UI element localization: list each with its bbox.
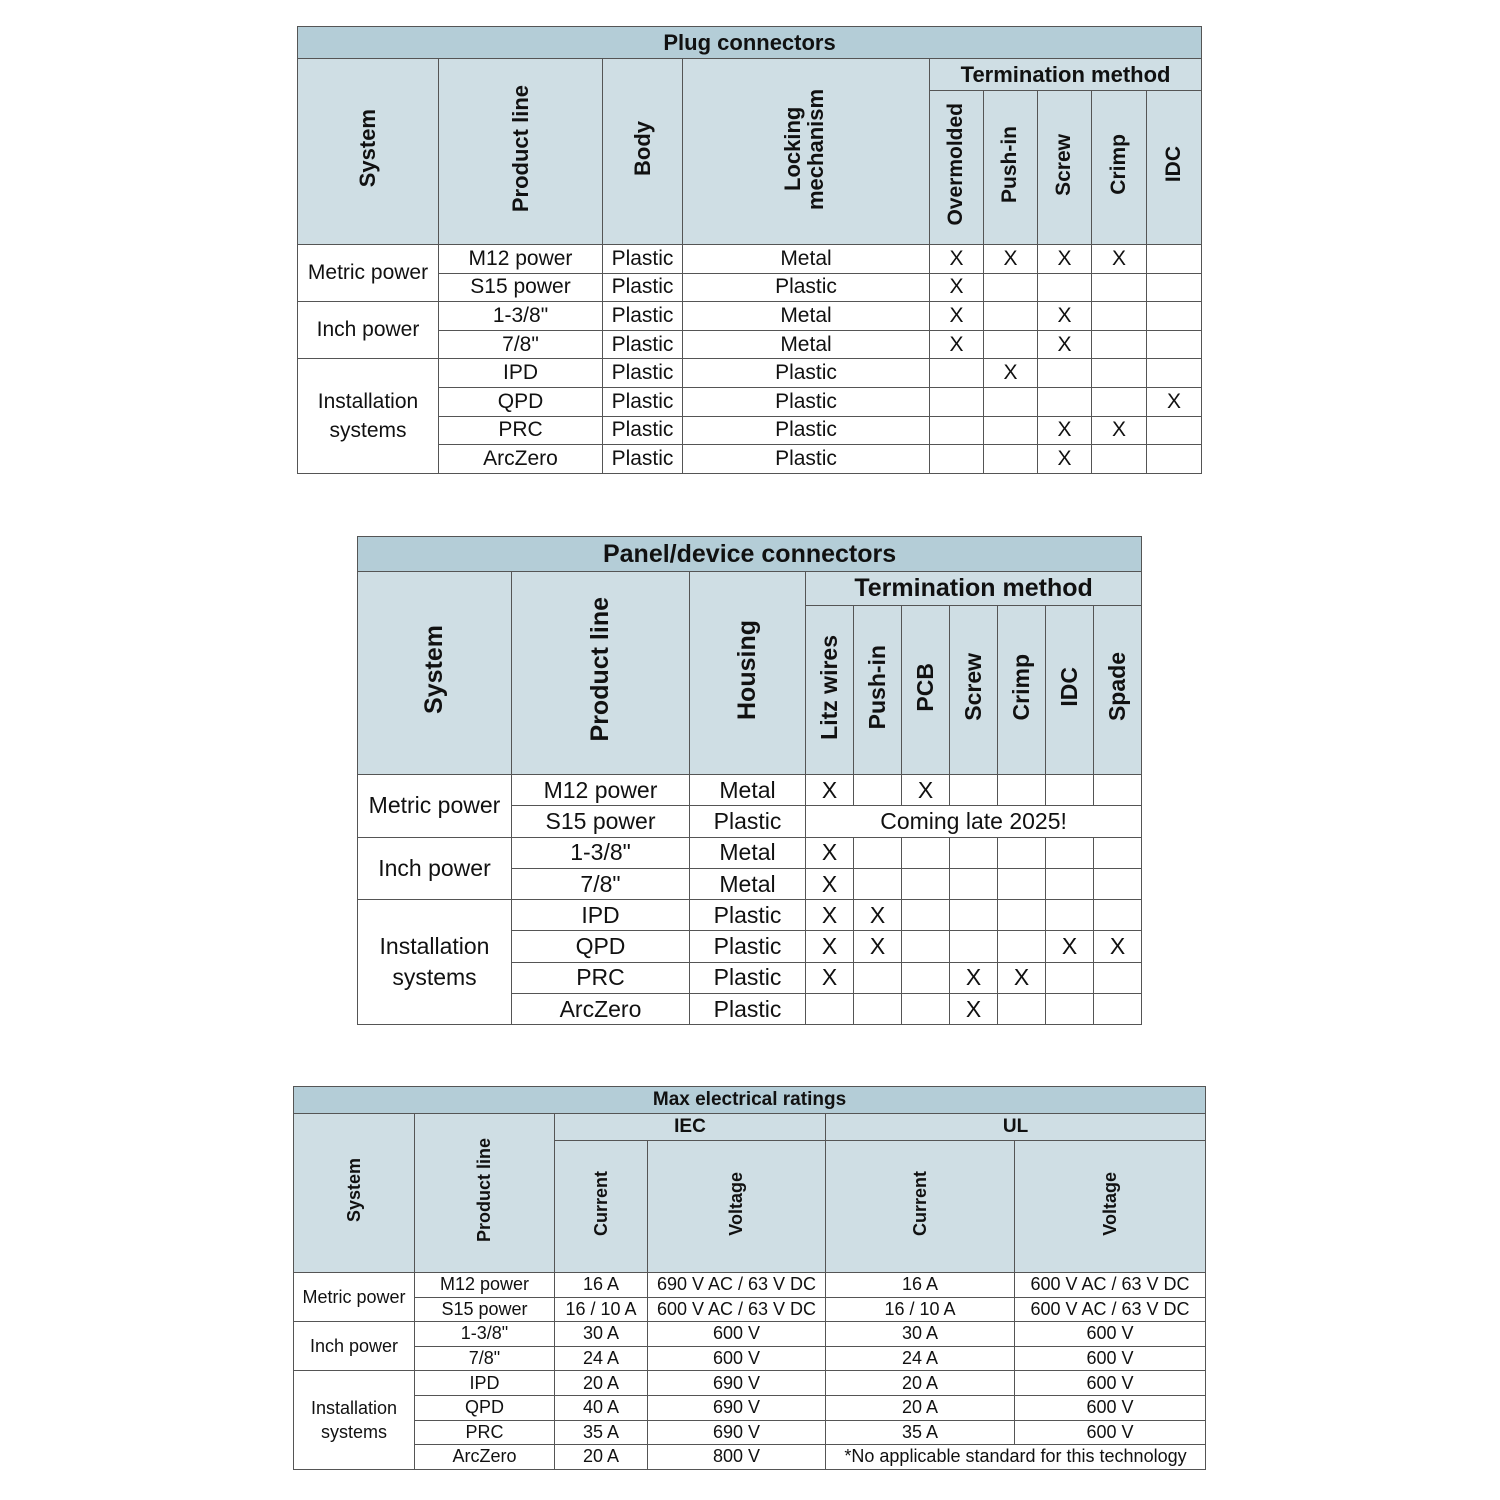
iec-current-cell: 30 A xyxy=(555,1322,648,1347)
crimp-cell xyxy=(998,900,1046,931)
product-line-cell: 7/8" xyxy=(512,868,690,899)
product-line-cell: QPD xyxy=(512,931,690,962)
system-group-cell: Inch power xyxy=(358,837,512,900)
product-line-cell: 1-3/8" xyxy=(415,1322,555,1347)
no-standard-note: *No applicable standard for this technology xyxy=(826,1445,1206,1470)
body-cell: Plastic xyxy=(603,245,683,274)
overmolded-cell: X xyxy=(930,330,984,359)
locking-cell: Metal xyxy=(683,245,930,274)
body-cell: Plastic xyxy=(603,273,683,302)
idc-cell: X xyxy=(1147,387,1202,416)
iec-current-cell: 24 A xyxy=(555,1346,648,1371)
product-line-cell: IPD xyxy=(439,359,603,388)
system-group-cell: Metric power xyxy=(358,775,512,838)
iec-voltage-cell: 690 V AC / 63 V DC xyxy=(648,1273,826,1298)
product-line-cell: 1-3/8" xyxy=(512,837,690,868)
litz-wires-cell: X xyxy=(806,900,854,931)
housing-cell: Metal xyxy=(690,837,806,868)
crimp-cell xyxy=(1092,302,1147,331)
iec-voltage-cell: 690 V xyxy=(648,1371,826,1396)
ul-current-cell: 35 A xyxy=(826,1420,1015,1445)
screw-cell xyxy=(950,837,998,868)
overmolded-cell xyxy=(930,416,984,445)
iec-voltage-cell: 690 V xyxy=(648,1395,826,1420)
screw-cell: X xyxy=(1038,445,1092,474)
pcb-cell xyxy=(902,931,950,962)
locking-cell: Metal xyxy=(683,302,930,331)
column-header-locking-mechanism: Locking mechanism xyxy=(683,59,930,245)
ul-voltage-cell: 600 V xyxy=(1015,1346,1206,1371)
crimp-cell xyxy=(1092,273,1147,302)
housing-cell: Plastic xyxy=(690,806,806,837)
column-header-ul-current: Current xyxy=(826,1141,1015,1273)
pcb-cell xyxy=(902,837,950,868)
max-electrical-ratings-table xyxy=(293,1086,1206,1470)
body-cell: Plastic xyxy=(603,359,683,388)
column-header-crimp: Crimp xyxy=(1092,91,1147,245)
idc-cell xyxy=(1147,416,1202,445)
table-row xyxy=(358,900,1142,931)
push-in-cell: X xyxy=(984,245,1038,274)
crimp-cell xyxy=(998,775,1046,806)
coming-soon-note: Coming late 2025! xyxy=(806,806,1142,837)
spade-cell xyxy=(1094,962,1142,993)
iec-current-cell: 40 A xyxy=(555,1395,648,1420)
pcb-cell xyxy=(902,900,950,931)
spade-cell xyxy=(1094,994,1142,1025)
column-header-litz-wires: Litz wires xyxy=(806,606,854,775)
litz-wires-cell: X xyxy=(806,775,854,806)
column-header-system: System xyxy=(294,1114,415,1273)
product-line-cell: 1-3/8" xyxy=(439,302,603,331)
column-header-overmolded: Overmolded xyxy=(930,91,984,245)
push-in-cell xyxy=(854,837,902,868)
table-row xyxy=(358,837,1142,868)
housing-cell: Plastic xyxy=(690,900,806,931)
screw-cell: X xyxy=(950,962,998,993)
body-cell: Plastic xyxy=(603,445,683,474)
product-line-cell: IPD xyxy=(415,1371,555,1396)
pcb-cell xyxy=(902,868,950,899)
ul-voltage-cell: 600 V xyxy=(1015,1395,1206,1420)
product-line-cell: IPD xyxy=(512,900,690,931)
product-line-cell: QPD xyxy=(439,387,603,416)
iec-voltage-cell: 690 V xyxy=(648,1420,826,1445)
idc-cell xyxy=(1046,900,1094,931)
litz-wires-cell xyxy=(806,994,854,1025)
push-in-cell: X xyxy=(854,900,902,931)
ul-current-cell: 16 A xyxy=(826,1273,1015,1298)
ul-current-cell: 24 A xyxy=(826,1346,1015,1371)
table-row xyxy=(294,1420,1206,1445)
product-line-cell: S15 power xyxy=(415,1297,555,1322)
ul-voltage-cell: 600 V AC / 63 V DC xyxy=(1015,1273,1206,1298)
table-title: Panel/device connectors xyxy=(358,537,1142,572)
idc-cell xyxy=(1147,445,1202,474)
system-group-cell: Installation systems xyxy=(298,359,439,473)
product-line-cell: M12 power xyxy=(439,245,603,274)
idc-cell: X xyxy=(1046,931,1094,962)
litz-wires-cell: X xyxy=(806,931,854,962)
product-line-cell: ArcZero xyxy=(439,445,603,474)
product-line-cell: ArcZero xyxy=(415,1445,555,1470)
ul-voltage-cell: 600 V xyxy=(1015,1420,1206,1445)
overmolded-cell: X xyxy=(930,273,984,302)
plug-connectors-table xyxy=(297,26,1202,474)
column-header-push-in: Push-in xyxy=(984,91,1038,245)
push-in-cell: X xyxy=(854,931,902,962)
screw-cell: X xyxy=(1038,245,1092,274)
product-line-cell: ArcZero xyxy=(512,994,690,1025)
crimp-cell xyxy=(1092,330,1147,359)
idc-cell xyxy=(1147,330,1202,359)
crimp-cell xyxy=(1092,445,1147,474)
push-in-cell xyxy=(854,775,902,806)
table-row xyxy=(294,1297,1206,1322)
crimp-cell: X xyxy=(1092,245,1147,274)
product-line-cell: M12 power xyxy=(512,775,690,806)
idc-cell xyxy=(1147,302,1202,331)
product-line-cell: S15 power xyxy=(439,273,603,302)
table-row xyxy=(298,359,1202,388)
screw-cell xyxy=(1038,273,1092,302)
pcb-cell xyxy=(902,994,950,1025)
overmolded-cell xyxy=(930,445,984,474)
ul-current-cell: 20 A xyxy=(826,1371,1015,1396)
pcb-cell xyxy=(902,962,950,993)
screw-cell xyxy=(950,900,998,931)
ul-current-cell: 20 A xyxy=(826,1395,1015,1420)
idc-cell xyxy=(1046,837,1094,868)
litz-wires-cell: X xyxy=(806,837,854,868)
crimp-cell xyxy=(998,931,1046,962)
system-group-cell: Inch power xyxy=(294,1322,415,1371)
system-group-cell: Metric power xyxy=(294,1273,415,1322)
product-line-cell: 7/8" xyxy=(439,330,603,359)
column-header-screw: Screw xyxy=(1038,91,1092,245)
column-header-crimp: Crimp xyxy=(998,606,1046,775)
locking-cell: Metal xyxy=(683,330,930,359)
crimp-cell xyxy=(998,994,1046,1025)
system-group-cell: Inch power xyxy=(298,302,439,359)
table-row xyxy=(298,302,1202,331)
table-title: Plug connectors xyxy=(298,27,1202,59)
column-header-pcb: PCB xyxy=(902,606,950,775)
column-header-system: System xyxy=(358,572,512,775)
crimp-cell xyxy=(998,868,1046,899)
push-in-cell xyxy=(984,302,1038,331)
idc-cell xyxy=(1046,775,1094,806)
iec-voltage-cell: 600 V AC / 63 V DC xyxy=(648,1297,826,1322)
column-header-ul-voltage: Voltage xyxy=(1015,1141,1206,1273)
crimp-cell: X xyxy=(998,962,1046,993)
column-header-idc: IDC xyxy=(1147,91,1202,245)
body-cell: Plastic xyxy=(603,387,683,416)
push-in-cell xyxy=(854,962,902,993)
column-header-screw: Screw xyxy=(950,606,998,775)
column-group-termination-method: Termination method xyxy=(806,572,1142,606)
idc-cell xyxy=(1046,962,1094,993)
system-group-cell: Installation systems xyxy=(358,900,512,1025)
push-in-cell: X xyxy=(984,359,1038,388)
push-in-cell xyxy=(854,994,902,1025)
ul-current-cell: 30 A xyxy=(826,1322,1015,1347)
ul-voltage-cell: 600 V AC / 63 V DC xyxy=(1015,1297,1206,1322)
screw-cell xyxy=(1038,387,1092,416)
product-line-cell: PRC xyxy=(415,1420,555,1445)
column-header-system: System xyxy=(298,59,439,245)
table-row xyxy=(294,1395,1206,1420)
push-in-cell xyxy=(984,445,1038,474)
body-cell: Plastic xyxy=(603,416,683,445)
product-line-cell: PRC xyxy=(512,962,690,993)
push-in-cell xyxy=(984,330,1038,359)
crimp-cell xyxy=(998,837,1046,868)
screw-cell xyxy=(950,775,998,806)
spade-cell xyxy=(1094,837,1142,868)
overmolded-cell xyxy=(930,387,984,416)
table-row xyxy=(298,245,1202,274)
ul-voltage-cell: 600 V xyxy=(1015,1371,1206,1396)
iec-current-cell: 20 A xyxy=(555,1445,648,1470)
idc-cell xyxy=(1046,868,1094,899)
column-group-iec: IEC xyxy=(555,1114,826,1141)
iec-voltage-cell: 600 V xyxy=(648,1322,826,1347)
screw-cell xyxy=(1038,359,1092,388)
table-row xyxy=(294,1346,1206,1371)
overmolded-cell: X xyxy=(930,245,984,274)
locking-cell: Plastic xyxy=(683,273,930,302)
housing-cell: Metal xyxy=(690,868,806,899)
screw-cell: X xyxy=(950,994,998,1025)
product-line-cell: QPD xyxy=(415,1395,555,1420)
column-header-body: Body xyxy=(603,59,683,245)
iec-current-cell: 20 A xyxy=(555,1371,648,1396)
column-header-product-line: Product line xyxy=(415,1114,555,1273)
ul-voltage-cell: 600 V xyxy=(1015,1322,1206,1347)
idc-cell xyxy=(1147,273,1202,302)
column-header-housing: Housing xyxy=(690,572,806,775)
column-header-iec-voltage: Voltage xyxy=(648,1141,826,1273)
table-title: Max electrical ratings xyxy=(294,1087,1206,1114)
screw-cell xyxy=(950,931,998,962)
crimp-cell xyxy=(1092,387,1147,416)
spade-cell xyxy=(1094,775,1142,806)
push-in-cell xyxy=(984,387,1038,416)
overmolded-cell: X xyxy=(930,302,984,331)
iec-current-cell: 16 / 10 A xyxy=(555,1297,648,1322)
product-line-cell: M12 power xyxy=(415,1273,555,1298)
iec-current-cell: 16 A xyxy=(555,1273,648,1298)
spade-cell: X xyxy=(1094,931,1142,962)
product-line-cell: S15 power xyxy=(512,806,690,837)
table-row xyxy=(294,1371,1206,1396)
housing-cell: Plastic xyxy=(690,931,806,962)
screw-cell: X xyxy=(1038,330,1092,359)
table-row xyxy=(294,1322,1206,1347)
screw-cell: X xyxy=(1038,416,1092,445)
litz-wires-cell: X xyxy=(806,868,854,899)
push-in-cell xyxy=(854,868,902,899)
litz-wires-cell: X xyxy=(806,962,854,993)
system-group-cell: Installation systems xyxy=(294,1371,415,1469)
crimp-cell xyxy=(1092,359,1147,388)
body-cell: Plastic xyxy=(603,302,683,331)
pcb-cell: X xyxy=(902,775,950,806)
spade-cell xyxy=(1094,900,1142,931)
overmolded-cell xyxy=(930,359,984,388)
housing-cell: Plastic xyxy=(690,962,806,993)
column-header-product-line: Product line xyxy=(512,572,690,775)
crimp-cell: X xyxy=(1092,416,1147,445)
column-header-idc: IDC xyxy=(1046,606,1094,775)
screw-cell xyxy=(950,868,998,899)
idc-cell xyxy=(1147,245,1202,274)
column-group-ul: UL xyxy=(826,1114,1206,1141)
housing-cell: Plastic xyxy=(690,994,806,1025)
locking-cell: Plastic xyxy=(683,416,930,445)
ul-current-cell: 16 / 10 A xyxy=(826,1297,1015,1322)
iec-voltage-cell: 600 V xyxy=(648,1346,826,1371)
column-header-product-line: Product line xyxy=(439,59,603,245)
column-header-push-in: Push-in xyxy=(854,606,902,775)
table-row xyxy=(294,1445,1206,1470)
body-cell: Plastic xyxy=(603,330,683,359)
panel-device-connectors-table xyxy=(357,536,1142,1025)
idc-cell xyxy=(1046,994,1094,1025)
spade-cell xyxy=(1094,868,1142,899)
column-header-spade: Spade xyxy=(1094,606,1142,775)
locking-cell: Plastic xyxy=(683,387,930,416)
table-row xyxy=(358,775,1142,806)
product-line-cell: PRC xyxy=(439,416,603,445)
locking-cell: Plastic xyxy=(683,445,930,474)
housing-cell: Metal xyxy=(690,775,806,806)
column-header-iec-current: Current xyxy=(555,1141,648,1273)
locking-cell: Plastic xyxy=(683,359,930,388)
screw-cell: X xyxy=(1038,302,1092,331)
push-in-cell xyxy=(984,416,1038,445)
system-group-cell: Metric power xyxy=(298,245,439,302)
push-in-cell xyxy=(984,273,1038,302)
table-row xyxy=(294,1273,1206,1298)
idc-cell xyxy=(1147,359,1202,388)
iec-voltage-cell: 800 V xyxy=(648,1445,826,1470)
column-group-termination-method: Termination method xyxy=(930,59,1202,91)
product-line-cell: 7/8" xyxy=(415,1346,555,1371)
iec-current-cell: 35 A xyxy=(555,1420,648,1445)
